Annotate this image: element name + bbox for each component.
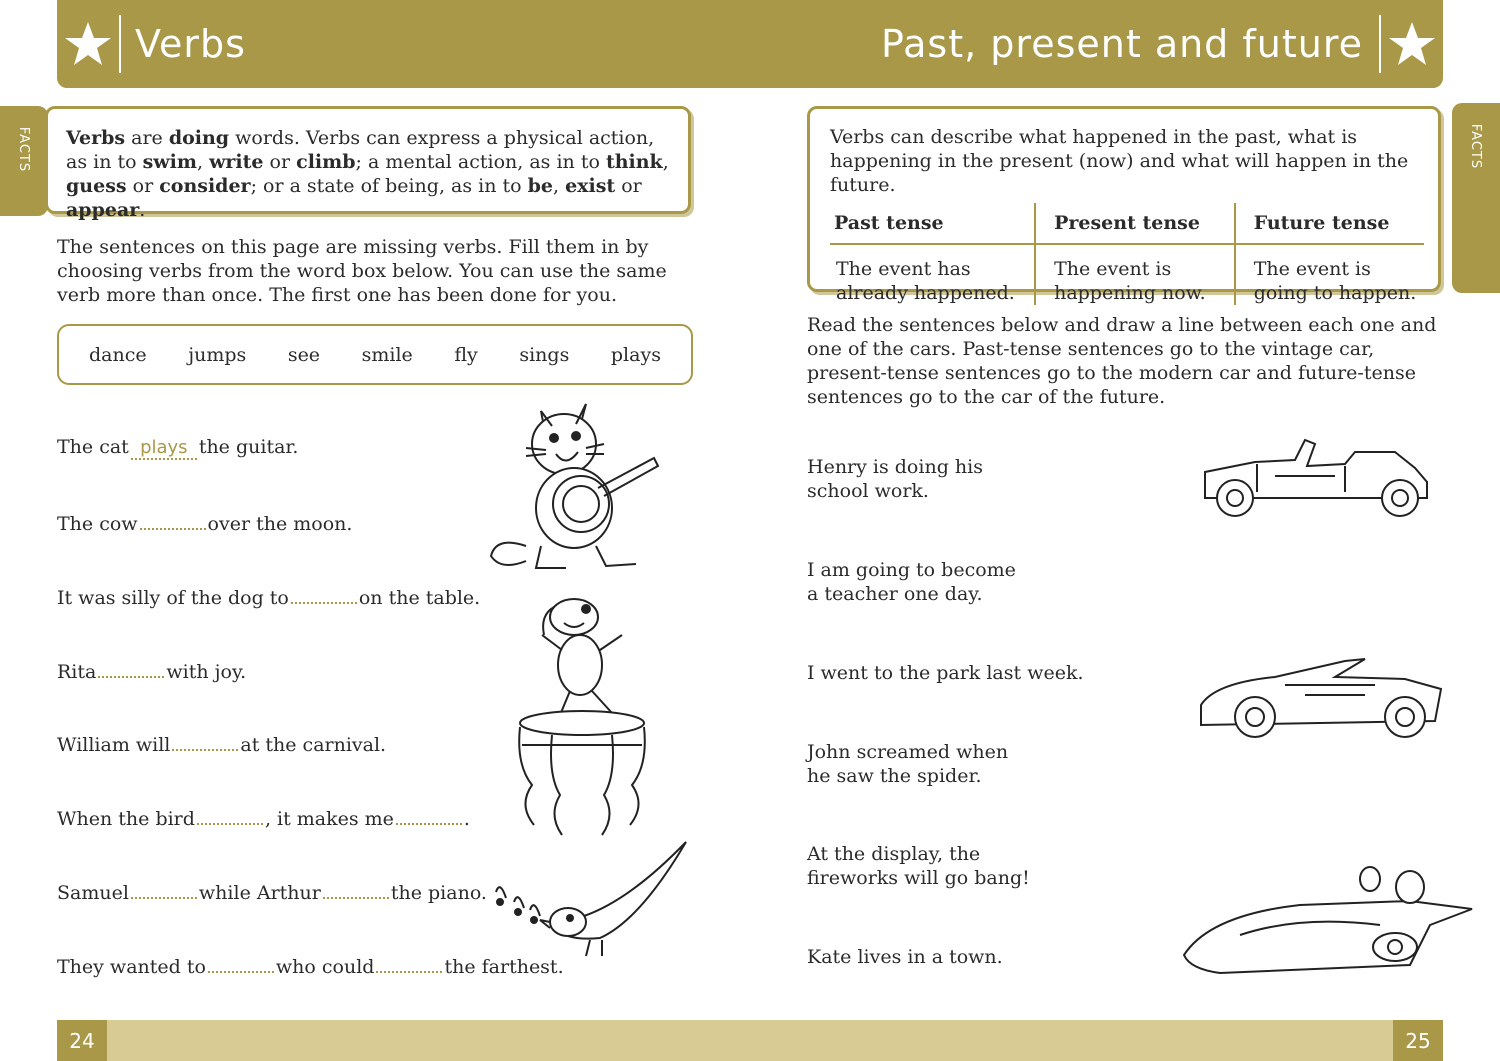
word-sings: sings: [519, 343, 570, 366]
tense-sentence-1: Henry is doing his school work.: [807, 456, 983, 502]
answer-blank[interactable]: [396, 805, 462, 825]
tense-sentence-5: At the display, the fireworks will go bang!: [807, 843, 1030, 889]
word-dance: dance: [89, 343, 147, 366]
sentence-2: The cow over the moon.: [57, 510, 352, 535]
left-header: [57, 0, 750, 88]
header-present: Present tense: [1035, 203, 1235, 244]
word-jumps: jumps: [188, 343, 247, 366]
cell-present: The event is happening now.: [1035, 244, 1235, 305]
answer-blank[interactable]: plays: [131, 437, 197, 460]
answer-blank[interactable]: [98, 658, 164, 678]
bird-singing-illustration: [490, 840, 690, 960]
cell-past: The event has already happened.: [836, 258, 1015, 304]
sentence-7: Samuel while Arthur the piano.: [57, 879, 487, 904]
right-page: [750, 0, 1500, 1061]
answer-blank[interactable]: [376, 953, 442, 973]
right-instructions: Read the sentences below and draw a line between each one and one of the cars. Past-tense sentences go to the vintage car, present-tense sentences go to the modern car and future-tense sentences go to the car of the future.: [807, 314, 1437, 408]
word-see: see: [287, 343, 321, 366]
right-header: [750, 0, 1443, 88]
facts-tab: FACTS: [1452, 103, 1500, 293]
word-box: [57, 324, 693, 385]
vintage-car-illustration: [1195, 432, 1435, 522]
sentence-5: William will at the carnival.: [57, 731, 386, 756]
page-title: Past, present and future: [880, 22, 1363, 66]
sentence-4: Rita with joy.: [57, 658, 246, 683]
left-instructions: The sentences on this page are missing verbs. Fill them in by choosing verbs from the word box below. You can use the same verb more than once. The first one has been done for you.: [57, 236, 667, 306]
answer-blank[interactable]: [291, 584, 357, 604]
answer-blank[interactable]: [208, 953, 274, 973]
star-icon: [57, 0, 119, 88]
sentence-1: The cat plays the guitar.: [57, 436, 299, 458]
cat-guitar-illustration: [486, 396, 666, 581]
sentence-3: It was silly of the dog to on the table.: [57, 584, 480, 609]
tense-sentence-3: I went to the park last week.: [807, 662, 1084, 684]
header-divider: [119, 15, 121, 73]
answer-blank[interactable]: [323, 879, 389, 899]
star-icon: [1381, 0, 1443, 88]
verbs-facts-box: Verbs are doing words. Verbs can express a physical action, as in to swim, write or climb; a mental action, as in to think, guess or consider; or a state of being, as in to be, exist or appear.: [45, 106, 691, 214]
answer-blank[interactable]: [140, 510, 206, 530]
page-title: Verbs: [135, 22, 246, 66]
tense-sentence-6: Kate lives in a town.: [807, 946, 1003, 968]
future-car-illustration: [1180, 865, 1475, 980]
modern-car-illustration: [1195, 655, 1445, 745]
header-past: Past tense: [830, 203, 1035, 244]
right-footer: [750, 1020, 1443, 1061]
facts-text: Verbs can describe what happened in the past, what is happening in the present (now) and what will happen in the future.: [830, 126, 1409, 196]
cell-future: The event is going to happen.: [1235, 244, 1424, 305]
sentence-6: When the bird , it makes me .: [57, 805, 470, 830]
tense-table: [830, 203, 1424, 305]
word-fly: fly: [454, 343, 478, 366]
word-smile: smile: [361, 343, 413, 366]
tense-facts-box: [807, 106, 1441, 304]
tense-sentence-2: I am going to become a teacher one day.: [807, 559, 1016, 605]
tense-sentence-4: John screamed when he saw the spider.: [807, 741, 1009, 787]
answer-blank[interactable]: [197, 805, 263, 825]
answer-blank[interactable]: [131, 879, 197, 899]
dog-stool-illustration: [512, 595, 647, 840]
left-footer: [57, 1020, 750, 1061]
sentence-8: They wanted to who could the farthest.: [57, 953, 564, 978]
page-number: 24: [57, 1020, 107, 1061]
answer-blank[interactable]: [172, 731, 238, 751]
word-plays: plays: [610, 343, 661, 366]
header-future: Future tense: [1235, 203, 1424, 244]
page-number: 25: [1393, 1020, 1443, 1061]
facts-tab: FACTS: [0, 106, 48, 216]
